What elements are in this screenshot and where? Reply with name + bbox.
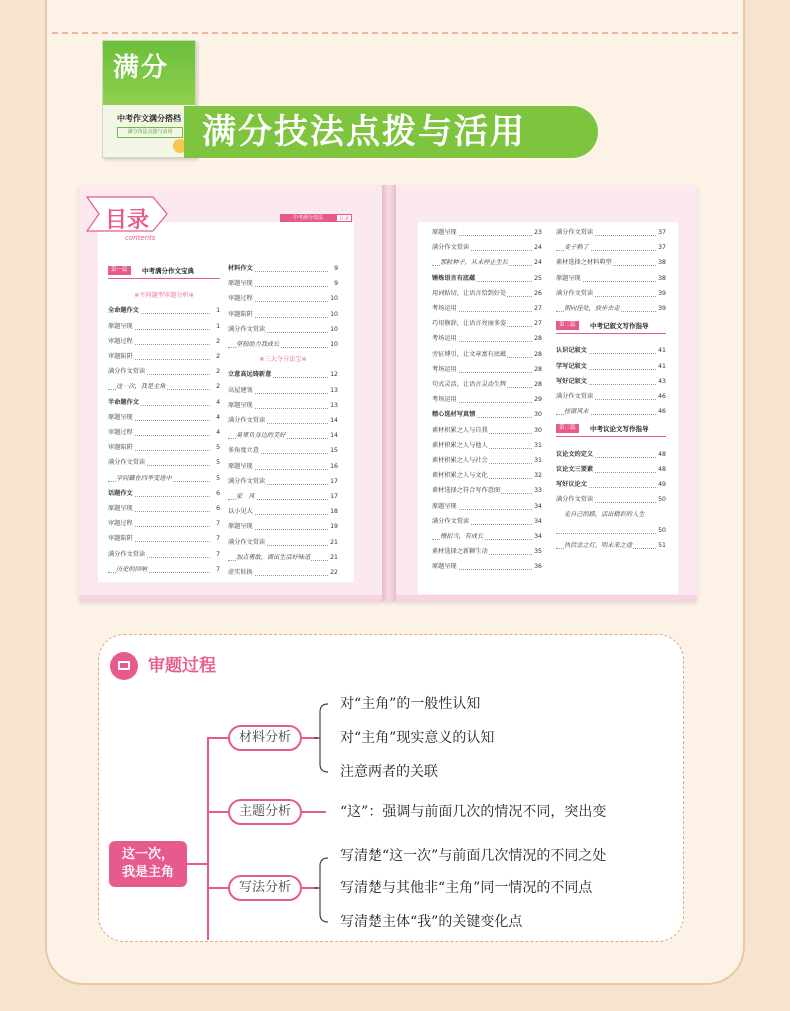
mindmap-root-line-2: 我是主角: [121, 865, 174, 880]
mindmap-leaf: 对“主角”现实意义的认知: [340, 730, 495, 746]
toc-entry-page: 36: [533, 560, 542, 574]
toc-entry-page: 34: [533, 515, 542, 529]
toc-entry-label: 素材选择之符合写作意图: [432, 487, 501, 495]
toc-entry[interactable]: [228, 520, 338, 534]
toc-entry[interactable]: [228, 323, 338, 337]
toc-entry-label: 满分作文赏读: [432, 517, 470, 525]
toc-entry-label: 拯窗风未: [564, 408, 589, 416]
toc-entry-page: 28: [533, 378, 542, 392]
toc-entry-page: 2: [215, 380, 220, 394]
toc-entry[interactable]: [556, 478, 666, 492]
toc-entry-page: 28: [533, 363, 542, 377]
toc-section-divider: ※三大夺分法宝※: [259, 356, 307, 364]
toc-entry-page: 27: [533, 317, 542, 331]
toc-title: 目录: [105, 207, 150, 233]
toc-entry[interactable]: [432, 226, 542, 240]
toc-entry[interactable]: [228, 505, 338, 519]
toc-entry-label: 麦子熟了: [564, 244, 589, 252]
toc-entry[interactable]: [556, 493, 666, 507]
toc-entry-label: 原题呈现: [556, 274, 581, 282]
toc-entry-page: 22: [329, 566, 338, 580]
toc-entry[interactable]: [556, 360, 666, 374]
toc-entry[interactable]: [432, 317, 542, 331]
toc-entry-label: 审题陷阱: [108, 535, 133, 543]
toc-entry-page: 35: [533, 545, 542, 559]
toc-entry-label: 材料作文: [228, 265, 253, 272]
toc-entry-page: 10: [329, 323, 338, 337]
toc-heading: [83, 193, 169, 242]
section-banner-title: 满分技法点拨与活用: [202, 112, 526, 152]
toc-entry[interactable]: [432, 378, 542, 392]
toc-entry[interactable]: [228, 444, 338, 458]
toc-entry-label: 满分作文赏读: [108, 368, 146, 376]
toc-entry[interactable]: [432, 469, 542, 483]
toc-entry-page: 37: [657, 241, 666, 255]
toc-entry[interactable]: [108, 548, 220, 562]
book-gutter: [382, 185, 396, 601]
toc-entry-page: 9: [333, 277, 338, 291]
toc-entry-label: 锤炼语言有底蕴: [432, 274, 476, 282]
toc-entry-label: 巧用修辞，让语言亮丽多姿: [432, 320, 507, 328]
mindmap-branch-node: 材料分析: [228, 725, 302, 751]
toc-entry-label: 满分作文赏读: [228, 538, 266, 546]
toc-entry-label: 原题呈现: [432, 229, 457, 236]
toc-entry-page: 51: [657, 539, 666, 553]
mindmap-root-line-1: 这一次，: [121, 847, 174, 862]
toc-entry[interactable]: [556, 287, 666, 301]
toc-entry[interactable]: [556, 241, 666, 255]
toc-entry-page: 14: [329, 429, 338, 443]
toc-entry-label: 审题陷阱: [108, 353, 133, 360]
toc-entry-label: 精心选材写真情: [432, 411, 476, 419]
toc-entry-page: 10: [329, 308, 338, 322]
book-subtitle: 满分技法点拨与活用: [117, 127, 183, 138]
toc-leader-dots: [556, 533, 656, 534]
book-title: 中考作文满分搭档: [117, 114, 181, 123]
toc-entry[interactable]: [432, 424, 542, 438]
toc-entry-page: 14: [329, 414, 338, 428]
toc-entry[interactable]: [432, 363, 542, 377]
toc-entry-label: 满分作文赏读: [556, 229, 594, 236]
toc-entry-page: 25: [533, 272, 542, 286]
toc-entry[interactable]: [108, 380, 220, 394]
toc-entry-label: 满分作文赏读: [432, 244, 470, 252]
toc-entry-label: 这一次，我是主角: [116, 383, 166, 391]
toc-entry-page: 29: [533, 393, 542, 407]
toc-entry[interactable]: [556, 508, 666, 522]
toc-entry-label: 满分作文赏读: [228, 417, 266, 424]
toc-entry-label: 审题过程: [108, 520, 133, 528]
toc-entry-page: 31: [533, 454, 542, 468]
mindmap-leaf: 写清楚“这一次”与前面几次情况的不同之处: [340, 848, 607, 864]
toc-entry-label: 句式灵活，让语言灵动生辉: [432, 381, 507, 388]
toc-entry[interactable]: [432, 454, 542, 468]
toc-entry[interactable]: [108, 304, 220, 318]
toc-entry-label: 莫辜负身边的美好: [236, 432, 286, 440]
toc-entry[interactable]: [432, 241, 542, 255]
toc-entry[interactable]: [108, 396, 220, 410]
toc-entry[interactable]: [228, 308, 338, 322]
toc-entry-label: 写好记叙文: [556, 377, 587, 385]
toc-entry-page: 21: [329, 536, 338, 550]
toc-entry-label: 慢扣当，有成长: [440, 533, 484, 540]
toc-entry[interactable]: [556, 390, 666, 404]
toc-entry-page: 7: [215, 563, 220, 577]
toc-header-tag: 中考满分技法: [280, 214, 336, 222]
toc-entry-label: 原题呈现: [108, 413, 133, 421]
toc-entry-page: 1: [215, 320, 220, 334]
toc-entry[interactable]: [228, 368, 338, 382]
mindmap-root-node: [109, 841, 187, 887]
toc-entry-label: 用词贴切，让语言恰到好处: [432, 289, 507, 297]
toc-entry-page: 28: [533, 332, 542, 346]
toc-entry-label: 执信念之灯，明未来之途: [564, 541, 633, 549]
toc-entry-page: 38: [657, 256, 666, 270]
toc-entry[interactable]: [108, 441, 220, 455]
toc-entry-label: 多角度立意: [228, 447, 259, 455]
toc-chapter-name: 中考记叙文写作指导: [590, 322, 649, 331]
toc-entry[interactable]: [556, 405, 666, 419]
toc-entry-page: 15: [329, 444, 338, 458]
toc-chapter-header: [108, 266, 220, 279]
toc-entry-label: 全命题作文: [108, 307, 139, 315]
toc-entry[interactable]: [556, 539, 666, 553]
toc-entry-label: 考场运用: [432, 335, 457, 343]
toc-entry-page: 17: [329, 490, 338, 504]
toc-entry-page: 38: [657, 272, 666, 286]
toc-entry-page: 46: [657, 405, 666, 419]
toc-entry[interactable]: [228, 490, 338, 504]
toc-entry[interactable]: [556, 448, 666, 462]
toc-entry-page: 41: [657, 344, 666, 358]
toc-entry-page: 5: [215, 456, 220, 470]
toc-entry[interactable]: [556, 524, 666, 538]
toc-entry-page: 7: [215, 517, 220, 531]
toc-entry-label: 素材选择之新颖生动: [432, 548, 488, 556]
toc-entry-label: 话题作文: [108, 489, 133, 497]
toc-entry-page: 2: [215, 335, 220, 349]
toc-entry-page: 32: [533, 469, 542, 483]
toc-entry[interactable]: [228, 566, 338, 580]
folder-icon: [110, 652, 138, 680]
toc-entry-label: 议论文三要素: [556, 465, 594, 473]
mindmap-title: 审题过程: [148, 656, 216, 676]
toc-entry[interactable]: [432, 256, 542, 270]
toc-entry-label: 加点勇敢，调出生活好味道: [236, 553, 311, 561]
mindmap-leaf: “这”：强调与前面几次的情况不同，突出变: [340, 804, 607, 820]
toc-entry[interactable]: [228, 414, 338, 428]
toc-entry-page: 16: [329, 460, 338, 474]
toc-entry-label: 满分作文赏读: [556, 393, 594, 400]
toc-entry[interactable]: [228, 262, 338, 276]
toc-entry-page: 24: [533, 241, 542, 255]
toc-entry-label: 考场运用: [432, 396, 457, 404]
toc-entry-label: 学问藏在四季变迭中: [116, 474, 172, 482]
mindmap-leaf: 写清楚与其他非“主角”同一情况的不同点: [340, 880, 593, 896]
toc-chapter-name: 中考议论文写作指导: [590, 425, 649, 434]
toc-entry-page: 34: [533, 530, 542, 544]
toc-entry-label: 满分作文赏读: [556, 289, 594, 297]
toc-entry[interactable]: [432, 272, 542, 286]
toc-entry-page: 37: [657, 226, 666, 240]
toc-entry-label: 原题呈现: [108, 322, 133, 330]
toc-entry[interactable]: [556, 302, 666, 316]
toc-entry-label: [564, 527, 565, 534]
toc-entry-page: 48: [657, 463, 666, 477]
toc-entry-label: 半命题作文: [108, 398, 139, 406]
toc-entry-page: 13: [329, 384, 338, 398]
toc-entry[interactable]: [556, 256, 666, 270]
toc-entry-label: 满分作文赏读: [108, 459, 146, 467]
toc-entry-page: 1: [215, 304, 220, 318]
toc-entry-page: 21: [329, 551, 338, 565]
toc-entry-page: 5: [215, 472, 220, 486]
toc-entry-page: 13: [329, 399, 338, 413]
toc-entry[interactable]: [228, 338, 338, 352]
toc-entry[interactable]: [432, 439, 542, 453]
toc-entry-label: 审题过程: [108, 429, 133, 436]
toc-entry-label: 考场运用: [432, 305, 457, 312]
toc-entry-label: 旁征博引，让文章富有底蕴: [432, 350, 507, 358]
toc-entry-label: 审题陷阱: [228, 310, 253, 318]
toc-entry-page: 2: [215, 350, 220, 364]
toc-entry[interactable]: [228, 292, 338, 306]
toc-entry-page: 4: [215, 426, 220, 440]
toc-entry[interactable]: [556, 375, 666, 389]
toc-entry[interactable]: [228, 384, 338, 398]
toc-entry[interactable]: [432, 515, 542, 529]
toc-entry[interactable]: [432, 484, 542, 498]
toc-entry[interactable]: [432, 332, 542, 346]
toc-entry-label: 满分作文赏读: [556, 496, 594, 504]
toc-entry-label: 原题呈现: [228, 462, 253, 470]
toc-entry[interactable]: [108, 335, 220, 349]
toc-entry[interactable]: [432, 560, 542, 574]
toc-entry-label: 历史的回响: [116, 565, 147, 573]
toc-entry[interactable]: [108, 350, 220, 364]
toc-entry-label: 满分作文赏读: [228, 325, 266, 333]
mindmap-leaf: 写清楚主体“我”的关键变化点: [340, 914, 523, 930]
toc-chapter-tag: 第二篇: [556, 321, 579, 330]
toc-entry-label: 坚韧助力我成长: [236, 341, 280, 348]
toc-header-tag-2: 目录: [336, 214, 352, 222]
toc-entry-label: 议论文的定义: [556, 450, 594, 458]
toc-entry-label: 审题陷阱: [108, 444, 133, 452]
toc-entry[interactable]: [108, 472, 220, 486]
toc-entry-label: 审题过程: [108, 337, 133, 345]
toc-entry-page: 46: [657, 390, 666, 404]
toc-entry[interactable]: [432, 393, 542, 407]
toc-entry-page: 39: [657, 287, 666, 301]
toc-entry-page: 9: [333, 262, 338, 276]
toc-entry-page: 4: [215, 396, 220, 410]
toc-entry-page: 18: [329, 505, 338, 519]
toc-entry-page: 6: [215, 487, 220, 501]
toc-entry[interactable]: [108, 320, 220, 334]
toc-chapter-header: [556, 321, 666, 334]
toc-entry[interactable]: [228, 429, 338, 443]
toc-entry-label: 素材选择之材料典型: [556, 259, 612, 267]
toc-entry-label: 原题呈现: [228, 401, 253, 409]
toc-entry-label: 素材积累之人与他人: [432, 441, 488, 449]
toc-entry-page: 49: [657, 478, 666, 492]
toc-entry[interactable]: [228, 277, 338, 291]
toc-entry-page: 50: [657, 524, 666, 538]
toc-entry-page: 7: [215, 532, 220, 546]
toc-entry-label: 原题呈现: [432, 563, 457, 571]
toc-entry[interactable]: [432, 302, 542, 316]
toc-entry-page: 41: [657, 360, 666, 374]
toc-entry-page: 27: [533, 302, 542, 316]
toc-entry[interactable]: [228, 399, 338, 413]
toc-entry[interactable]: [108, 502, 220, 516]
toc-entry[interactable]: [108, 563, 220, 577]
toc-entry-page: 33: [533, 484, 542, 498]
toc-chapter-tag: 第三篇: [556, 424, 579, 433]
toc-section-divider: ※不同题型审题分析※: [134, 292, 194, 300]
toc-entry-page: 19: [329, 520, 338, 534]
toc-entry-page: 5: [215, 441, 220, 455]
toc-entry-page: 43: [657, 375, 666, 389]
toc-entry-label: 写好议论文: [556, 481, 587, 488]
toc-entry-label: 原题呈现: [108, 505, 133, 512]
toc-entry-page: 10: [329, 292, 338, 306]
toc-entry[interactable]: [108, 487, 220, 501]
toc-entry-page: 2: [215, 365, 220, 379]
toc-entry-label: 虚实转换: [228, 569, 253, 576]
toc-entry-page: 10: [329, 338, 338, 352]
toc-entry[interactable]: [108, 532, 220, 546]
toc-subtitle: contents: [125, 234, 156, 242]
toc-entry-label: 素材积累之人与社会: [432, 457, 488, 464]
toc-entry-label: 满分作文赏读: [228, 477, 266, 485]
toc-entry[interactable]: [228, 353, 338, 367]
toc-entry-page: 28: [533, 348, 542, 362]
toc-chapter-name: 中考满分作文宝典: [142, 267, 194, 275]
toc-entry-label: 原题呈现: [432, 502, 457, 510]
toc-entry-label: 以小见大: [228, 508, 253, 516]
toc-entry-page: 12: [329, 368, 338, 382]
toc-entry[interactable]: [108, 517, 220, 531]
mindmap-branch-node: 写法分析: [228, 875, 302, 901]
toc-entry-label: 满分作文赏读: [108, 550, 146, 558]
toc-entry[interactable]: [432, 530, 542, 544]
toc-entry-page: 34: [533, 500, 542, 514]
toc-entry[interactable]: [108, 365, 220, 379]
toc-entry-page: 50: [657, 493, 666, 507]
toc-entry-label: 高屋建瓴: [228, 386, 253, 394]
toc-entry-page: 6: [215, 502, 220, 516]
toc-entry[interactable]: [228, 475, 338, 489]
toc-entry-page: 30: [533, 424, 542, 438]
toc-entry-page: 30: [533, 408, 542, 422]
book-logo: 满分: [113, 53, 170, 83]
mindmap-leaf: 对“主角”的一般性认知: [340, 696, 481, 712]
toc-entry[interactable]: [556, 272, 666, 286]
toc-entry-label: 立意高远铸新意: [228, 371, 272, 379]
toc-entry-page: 4: [215, 411, 220, 425]
toc-entry-page: 24: [533, 256, 542, 270]
toc-entry-label: 朝向佳处，放步去走: [564, 305, 620, 312]
toc-entry-label: 那粒种子，从未停止生长: [440, 259, 509, 267]
toc-entry-label: 走自己的路，活出精彩的人生: [564, 511, 645, 519]
toc-entry[interactable]: [556, 344, 666, 358]
toc-entry-label: 审题过程: [228, 295, 253, 303]
toc-chapter-tag: 第一篇: [108, 266, 131, 275]
toc-entry-page: 23: [533, 226, 542, 240]
toc-entry-label: 素材积累之人与文化: [432, 472, 488, 480]
toc-entry-label: 考场运用: [432, 365, 457, 373]
toc-entry[interactable]: [108, 411, 220, 425]
toc-entry[interactable]: [432, 348, 542, 362]
mindmap-leaf: 注意两者的关联: [340, 764, 438, 780]
toc-entry[interactable]: [432, 287, 542, 301]
toc-entry[interactable]: [108, 426, 220, 440]
toc-entry[interactable]: [556, 463, 666, 477]
toc-entry-page: 48: [657, 448, 666, 462]
toc-entry[interactable]: [108, 456, 220, 470]
toc-entry[interactable]: [108, 289, 220, 303]
toc-chapter-header: [556, 424, 666, 437]
toc-entry[interactable]: [228, 536, 338, 550]
toc-entry[interactable]: [228, 460, 338, 474]
book-cover-thumbnail: [102, 40, 196, 158]
toc-entry-label: 家 风: [236, 493, 255, 500]
toc-entry-page: 26: [533, 287, 542, 301]
mindmap-branch-node: 主题分析: [228, 799, 302, 825]
toc-entry[interactable]: [556, 226, 666, 240]
toc-entry-label: 学写记叙文: [556, 362, 587, 370]
toc-entry-page: 39: [657, 302, 666, 316]
toc-entry[interactable]: [432, 545, 542, 559]
toc-entry-label: 原题呈现: [228, 280, 253, 288]
top-divider: [52, 32, 738, 34]
toc-entry-page: 17: [329, 475, 338, 489]
toc-entry-page: 31: [533, 439, 542, 453]
toc-entry-label: 素材积累之人与自我: [432, 426, 488, 434]
toc-entry-label: 原题呈现: [228, 523, 253, 531]
toc-entry[interactable]: [228, 551, 338, 565]
toc-entry-label: 认识记叙文: [556, 347, 587, 355]
toc-entry-page: 7: [215, 548, 220, 562]
toc-entry[interactable]: [432, 500, 542, 514]
toc-entry[interactable]: [432, 408, 542, 422]
